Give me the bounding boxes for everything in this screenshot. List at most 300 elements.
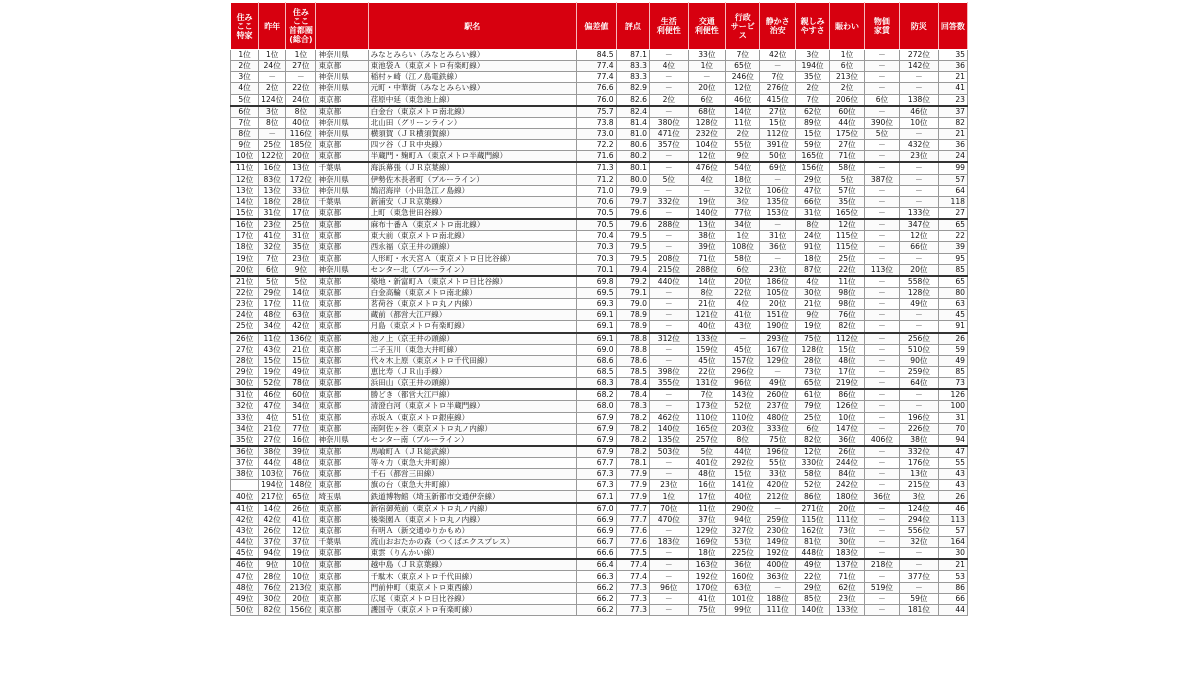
table-row	[231, 423, 968, 434]
table-cell: 94位	[726, 514, 760, 525]
table-cell: 149位	[760, 537, 795, 548]
table-cell: 流山おおたかの森（つくばエクスプレス）	[368, 537, 576, 548]
table-cell: 44	[938, 604, 967, 615]
table-cell: 57	[938, 174, 967, 185]
table-cell: 9位	[259, 559, 286, 571]
table-cell: 千石（都営三田線）	[368, 469, 576, 480]
table-row	[231, 514, 968, 525]
table-cell: 人形町・水天宮Ａ（東京メトロ日比谷線）	[368, 253, 576, 264]
table-cell: 46	[938, 503, 967, 515]
table-cell: 79.7	[616, 196, 649, 207]
table-cell: 76位	[259, 582, 286, 593]
table-cell: 東京都	[316, 469, 368, 480]
table-cell: 42位	[760, 50, 795, 61]
ranking-table	[230, 2, 968, 616]
table-cell: 49	[938, 355, 967, 366]
table-cell: 41位	[231, 503, 259, 515]
table-cell: 186位	[760, 276, 795, 288]
table-cell: 124位	[900, 503, 939, 515]
table-cell: 51位	[286, 412, 316, 423]
table-cell: －	[650, 231, 689, 242]
table-cell: 52位	[726, 401, 760, 412]
table-cell: －	[864, 412, 899, 423]
table-cell: －	[900, 389, 939, 401]
table-cell: 135位	[650, 434, 689, 446]
table-cell: 21位	[795, 299, 829, 310]
table-cell: 70.1	[577, 264, 617, 276]
table-cell: 3位	[259, 106, 286, 118]
table-row	[231, 559, 968, 571]
table-cell: －	[864, 514, 899, 525]
table-cell: 二子玉川（東急大井町線）	[368, 344, 576, 355]
table-cell: 115位	[830, 242, 864, 253]
table-cell: 77.3	[616, 582, 649, 593]
table-cell: 17位	[231, 231, 259, 242]
table-cell: 480位	[760, 412, 795, 423]
table-cell: 260位	[760, 389, 795, 401]
table-cell: 188位	[760, 593, 795, 604]
table-cell: 10位	[286, 571, 316, 582]
table-cell: 128位	[688, 117, 726, 128]
column-header: 昨年	[259, 3, 286, 50]
table-cell	[231, 480, 259, 491]
table-cell: 東京都	[316, 458, 368, 469]
table-cell: 42位	[231, 514, 259, 525]
table-cell: 111位	[830, 514, 864, 525]
table-cell: 東池袋Ａ（東京メトロ有楽町線）	[368, 61, 576, 72]
table-cell: 4位	[688, 174, 726, 185]
table-cell: 246位	[726, 72, 760, 83]
table-cell: 333位	[760, 423, 795, 434]
table-cell: 66.9	[577, 525, 617, 536]
table-cell: 東京都	[316, 503, 368, 515]
table-cell: 24位	[231, 310, 259, 321]
table-cell: 8位	[286, 106, 316, 118]
table-cell: 165位	[795, 151, 829, 163]
column-header: 賑わい	[830, 3, 864, 50]
table-cell: －	[650, 525, 689, 536]
table-cell: 66.2	[577, 582, 617, 593]
table-cell: 25位	[830, 253, 864, 264]
table-cell: －	[864, 196, 899, 207]
table-cell: －	[864, 604, 899, 615]
table-cell: 東京都	[316, 94, 368, 106]
table-cell: 60位	[286, 389, 316, 401]
table-cell: 20位	[286, 593, 316, 604]
table-cell: 78.1	[616, 458, 649, 469]
table-cell: －	[650, 389, 689, 401]
table-cell: 156位	[795, 162, 829, 174]
table-cell: 77.6	[616, 525, 649, 536]
table-cell: 50位	[760, 151, 795, 163]
table-cell: 77位	[286, 423, 316, 434]
table-cell: センター南（ブルーライン）	[368, 434, 576, 446]
table-cell: 44位	[726, 446, 760, 458]
table-cell: 237位	[760, 401, 795, 412]
table-cell: －	[650, 593, 689, 604]
table-cell: 440位	[650, 276, 689, 288]
table-cell: 59位	[900, 593, 939, 604]
table-cell: 東京都	[316, 287, 368, 298]
table-cell: 296位	[726, 366, 760, 377]
table-cell: 66.9	[577, 514, 617, 525]
table-cell: 83.3	[616, 61, 649, 72]
table-cell: 22位	[286, 83, 316, 94]
table-cell: 332位	[900, 446, 939, 458]
table-cell: 71位	[830, 151, 864, 163]
table-cell: －	[864, 344, 899, 355]
table-cell: 広尾（東京メトロ日比谷線）	[368, 593, 576, 604]
table-cell: 84.5	[577, 50, 617, 61]
table-cell: －	[650, 50, 689, 61]
table-cell: －	[760, 503, 795, 515]
table-cell: 千葉県	[316, 196, 368, 207]
table-cell: 7位	[795, 94, 829, 106]
table-cell: 26位	[830, 446, 864, 458]
table-cell: 43位	[259, 344, 286, 355]
table-cell: 55位	[760, 458, 795, 469]
table-cell: 5位	[286, 276, 316, 288]
table-row	[231, 378, 968, 390]
table-cell: 133位	[830, 604, 864, 615]
table-cell: 78.2	[616, 446, 649, 458]
table-cell: 363位	[760, 571, 795, 582]
table-cell: 護国寺（東京メトロ有楽町線）	[368, 604, 576, 615]
table-cell: 31位	[760, 231, 795, 242]
table-cell: 10位	[830, 412, 864, 423]
table-cell: 30	[938, 548, 967, 560]
table-cell: 49位	[900, 299, 939, 310]
table-cell: 12位	[688, 151, 726, 163]
table-cell: 377位	[900, 571, 939, 582]
table-cell: 66.6	[577, 548, 617, 560]
table-cell: 東京都	[316, 106, 368, 118]
table-cell: －	[650, 310, 689, 321]
table-cell: 226位	[900, 423, 939, 434]
table-cell: 東京都	[316, 333, 368, 345]
table-cell: 19位	[259, 366, 286, 377]
table-cell: －	[864, 207, 899, 219]
table-cell: 63位	[726, 582, 760, 593]
table-cell: 東京都	[316, 446, 368, 458]
table-cell: 27位	[231, 344, 259, 355]
table-cell: －	[900, 72, 939, 83]
table-cell: 37位	[231, 458, 259, 469]
table-cell: 浜田山（京王井の頭線）	[368, 378, 576, 390]
table-cell: 71.3	[577, 162, 617, 174]
table-cell: 49位	[795, 559, 829, 571]
table-cell: 143位	[726, 389, 760, 401]
table-cell: 67.9	[577, 434, 617, 446]
column-header: 物価 家賃	[864, 3, 899, 50]
table-cell: 40位	[286, 117, 316, 128]
table-cell: 24	[938, 151, 967, 163]
table-cell: 59位	[795, 140, 829, 151]
table-cell: 8位	[795, 219, 829, 231]
table-cell: 34位	[231, 423, 259, 434]
table-cell: 7位	[231, 117, 259, 128]
table-row	[231, 571, 968, 582]
table-cell: 36	[938, 61, 967, 72]
table-cell: －	[900, 128, 939, 139]
table-cell: 164	[938, 537, 967, 548]
table-cell: みなとみらい（みなとみらい線）	[368, 50, 576, 61]
table-cell: 78.2	[616, 412, 649, 423]
table-cell: 23位	[231, 299, 259, 310]
table-cell: 22位	[231, 287, 259, 298]
table-cell: 上町（東急世田谷線）	[368, 207, 576, 219]
table-cell: 東京都	[316, 344, 368, 355]
column-header: 行政 サービ ス	[726, 3, 760, 50]
table-cell: 神奈川県	[316, 117, 368, 128]
table-cell: 45位	[726, 344, 760, 355]
table-cell: －	[864, 151, 899, 163]
table-cell: 16位	[259, 162, 286, 174]
table-cell: 87.1	[616, 50, 649, 61]
table-cell: 39	[938, 242, 967, 253]
table-cell: 400位	[760, 559, 795, 571]
table-cell: －	[760, 582, 795, 593]
table-cell: 東京都	[316, 571, 368, 582]
table-cell: 37位	[259, 537, 286, 548]
table-cell: 21	[938, 559, 967, 571]
table-row	[231, 537, 968, 548]
table-cell: 57位	[830, 185, 864, 196]
table-cell: 112位	[760, 128, 795, 139]
table-cell: 77.4	[616, 571, 649, 582]
table-cell: 387位	[864, 174, 899, 185]
table-cell: 81.4	[616, 117, 649, 128]
table-cell: 82.4	[616, 106, 649, 118]
table-cell: 北山田（グリーンライン）	[368, 117, 576, 128]
table-cell: 19位	[231, 253, 259, 264]
table-cell: －	[286, 72, 316, 83]
table-cell: －	[864, 503, 899, 515]
table-cell: 406位	[864, 434, 899, 446]
table-cell: 128位	[900, 287, 939, 298]
table-row	[231, 469, 968, 480]
table-cell: －	[864, 219, 899, 231]
table-cell: 46位	[726, 94, 760, 106]
table-row	[231, 344, 968, 355]
table-cell: 埼玉県	[316, 491, 368, 503]
table-cell: 32位	[726, 185, 760, 196]
table-cell: 355位	[650, 378, 689, 390]
table-cell: 67.9	[577, 412, 617, 423]
table-cell: 59	[938, 344, 967, 355]
table-cell: 36位	[760, 242, 795, 253]
table-cell: 44位	[259, 458, 286, 469]
table-cell: －	[864, 593, 899, 604]
table-cell: 67.1	[577, 491, 617, 503]
table-cell: 40位	[726, 491, 760, 503]
table-cell: －	[864, 253, 899, 264]
table-cell: 75.7	[577, 106, 617, 118]
table-cell: 25位	[795, 412, 829, 423]
table-cell: 18位	[259, 196, 286, 207]
table-cell: －	[864, 321, 899, 333]
table-cell: 23位	[830, 593, 864, 604]
table-cell: －	[900, 548, 939, 560]
table-cell: 10位	[900, 117, 939, 128]
table-cell: 1位	[830, 50, 864, 61]
table-row	[231, 401, 968, 412]
table-cell: 1位	[650, 491, 689, 503]
table-cell: 20位	[286, 151, 316, 163]
table-cell: 45位	[688, 355, 726, 366]
table-cell: 77.7	[616, 514, 649, 525]
table-row	[231, 128, 968, 139]
table-cell: 68.2	[577, 389, 617, 401]
table-cell: －	[760, 219, 795, 231]
table-cell: 79.5	[616, 253, 649, 264]
table-cell: 11位	[286, 299, 316, 310]
table-row	[231, 94, 968, 106]
table-cell: 181位	[900, 604, 939, 615]
table-cell: 14位	[231, 196, 259, 207]
table-cell: －	[864, 423, 899, 434]
table-cell: 257位	[688, 434, 726, 446]
table-cell: 20位	[760, 299, 795, 310]
table-cell: －	[259, 128, 286, 139]
table-row	[231, 491, 968, 503]
table-cell: 神奈川県	[316, 72, 368, 83]
column-header: 住み ここ 首都圏 (総合)	[286, 3, 316, 50]
table-cell: 2位	[259, 83, 286, 94]
table-cell: 519位	[864, 582, 899, 593]
table-cell: 27位	[830, 140, 864, 151]
table-cell: －	[864, 242, 899, 253]
table-cell: －	[650, 207, 689, 219]
table-cell: 西永福（京王井の頭線）	[368, 242, 576, 253]
table-cell: 21位	[231, 276, 259, 288]
table-cell: 73位	[795, 366, 829, 377]
table-cell: 元町・中華街（みなとみらい線）	[368, 83, 576, 94]
table-cell: 77位	[726, 207, 760, 219]
table-row	[231, 106, 968, 118]
table-cell: 東京都	[316, 355, 368, 366]
table-cell: 7位	[259, 253, 286, 264]
table-cell: 22	[938, 231, 967, 242]
table-row	[231, 525, 968, 536]
table-cell: 38位	[259, 446, 286, 458]
table-cell: 37位	[286, 537, 316, 548]
table-cell: －	[864, 162, 899, 174]
table-cell: 53	[938, 571, 967, 582]
table-cell: 31位	[259, 207, 286, 219]
table-cell: 86	[938, 582, 967, 593]
table-cell: 162位	[795, 525, 829, 536]
table-cell: 50位	[231, 604, 259, 615]
table-cell: 89位	[795, 117, 829, 128]
table-cell: －	[650, 151, 689, 163]
table-cell: 142位	[900, 61, 939, 72]
table-cell: 23	[938, 94, 967, 106]
table-cell: －	[900, 196, 939, 207]
table-cell: 9位	[795, 310, 829, 321]
table-cell: 29位	[795, 582, 829, 593]
table-cell: 111位	[760, 604, 795, 615]
table-cell: 30位	[231, 378, 259, 390]
table-cell: 82位	[830, 321, 864, 333]
table-cell: 7位	[760, 72, 795, 83]
table-cell: 四ツ谷（ＪＲ中央線）	[368, 140, 576, 151]
table-cell: 6位	[231, 106, 259, 118]
column-header: 評点	[616, 3, 649, 50]
table-cell: 3位	[231, 72, 259, 83]
table-cell: 69位	[760, 162, 795, 174]
table-cell: 東京都	[316, 151, 368, 163]
table-cell: 70.3	[577, 253, 617, 264]
table-cell: 271位	[795, 503, 829, 515]
table-cell: 21位	[688, 299, 726, 310]
table-cell: －	[864, 355, 899, 366]
table-cell: 67.3	[577, 469, 617, 480]
table-cell: 5位	[259, 276, 286, 288]
table-cell: 63	[938, 299, 967, 310]
table-cell: 131位	[688, 378, 726, 390]
table-cell: －	[650, 469, 689, 480]
table-cell: 94位	[259, 548, 286, 560]
table-cell: 35位	[795, 72, 829, 83]
table-cell: 71位	[830, 571, 864, 582]
table-cell: 23位	[760, 264, 795, 276]
table-cell: 175位	[830, 128, 864, 139]
table-cell: 58位	[795, 469, 829, 480]
table-cell: 28位	[259, 571, 286, 582]
table-cell: 東京都	[316, 219, 368, 231]
table-cell: 33位	[286, 185, 316, 196]
column-header: 駅名	[368, 3, 576, 50]
table-cell: 47	[938, 446, 967, 458]
table-cell: 65位	[726, 61, 760, 72]
table-cell: 69.0	[577, 344, 617, 355]
table-cell: 27位	[760, 106, 795, 118]
table-cell: 82位	[795, 434, 829, 446]
table-cell: 76.0	[577, 94, 617, 106]
table-cell: 380位	[650, 117, 689, 128]
table-cell: 41位	[688, 593, 726, 604]
table-cell: 9位	[231, 140, 259, 151]
table-row	[231, 264, 968, 276]
table-cell: 伊勢佐木長者町（ブルーライン）	[368, 174, 576, 185]
table-cell: 118	[938, 196, 967, 207]
table-cell: 1位	[726, 231, 760, 242]
table-cell: 12位	[900, 231, 939, 242]
table-cell: 44位	[830, 117, 864, 128]
table-cell: 7位	[688, 389, 726, 401]
table-cell: 東京都	[316, 559, 368, 571]
table-cell: 78.4	[616, 389, 649, 401]
table-cell: 77.9	[616, 480, 649, 491]
table-cell: 432位	[900, 140, 939, 151]
table-cell: 391位	[760, 140, 795, 151]
table-cell: 192位	[760, 548, 795, 560]
table-cell: －	[864, 61, 899, 72]
table-cell: 106位	[760, 185, 795, 196]
table-cell: 398位	[650, 366, 689, 377]
table-cell: 6位	[688, 94, 726, 106]
table-cell: 140位	[688, 207, 726, 219]
table-cell: 41	[938, 83, 967, 94]
table-cell: 20位	[688, 83, 726, 94]
table-cell: 東京都	[316, 401, 368, 412]
table-cell: 99	[938, 162, 967, 174]
table-cell: 22位	[795, 571, 829, 582]
table-cell: 276位	[760, 83, 795, 94]
table-cell: 荏原中延（東急池上線）	[368, 94, 576, 106]
table-cell: 288位	[688, 264, 726, 276]
